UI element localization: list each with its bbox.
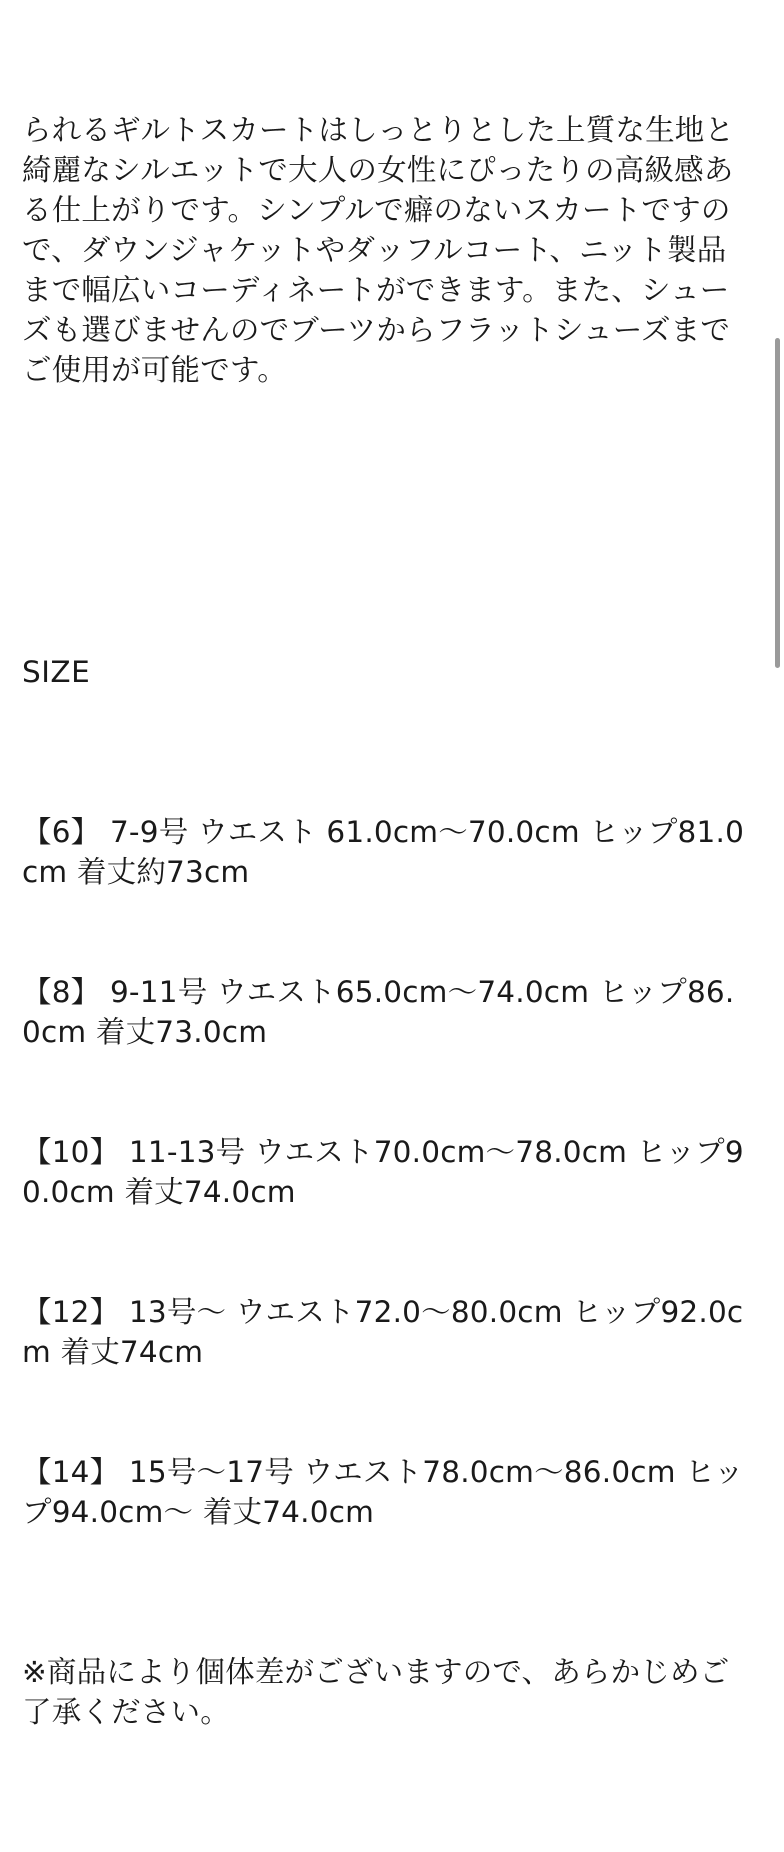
description-paragraph: られるギルトスカートはしっとりとした上質な生地と綺麗なシルエットで大人の女性にぴったりの高級感ある仕上がりです。シンプルで癖のないスカートですので、ダウンジャケットやダッフルコート、ニット製品まで幅広いコーディネートができます。また、シューズも選びませんのでブーツからフラットシューズまでご使用が可能です。 [22, 113, 735, 387]
size-heading: SIZE [22, 655, 91, 689]
size-note: ※商品により個体差がございますので、あらかじめご了承ください。 [22, 1655, 730, 1729]
vertical-scrollbar[interactable] [775, 338, 780, 668]
size-line-8: 【8】 9-11号 ウエスト65.0cm〜74.0cm ヒップ86.0cm 着丈73.0cm [22, 975, 735, 1049]
size-line-10: 【10】 11-13号 ウエスト70.0cm〜78.0cm ヒップ90.0cm 着丈74.0cm [22, 1135, 744, 1209]
paragraph-spacer [22, 510, 746, 532]
product-description-body [22, 0, 746, 1852]
size-line-12: 【12】 13号〜 ウエスト72.0〜80.0cm ヒップ92.0cm 着丈74cm [22, 1295, 744, 1369]
size-line-14: 【14】 15号〜17号 ウエスト78.0cm〜86.0cm ヒップ94.0cm〜 着丈74.0cm [22, 1455, 744, 1529]
size-line-6: 【6】 7-9号 ウエスト 61.0cm〜70.0cm ヒップ81.0cm 着丈約73cm [22, 815, 745, 889]
